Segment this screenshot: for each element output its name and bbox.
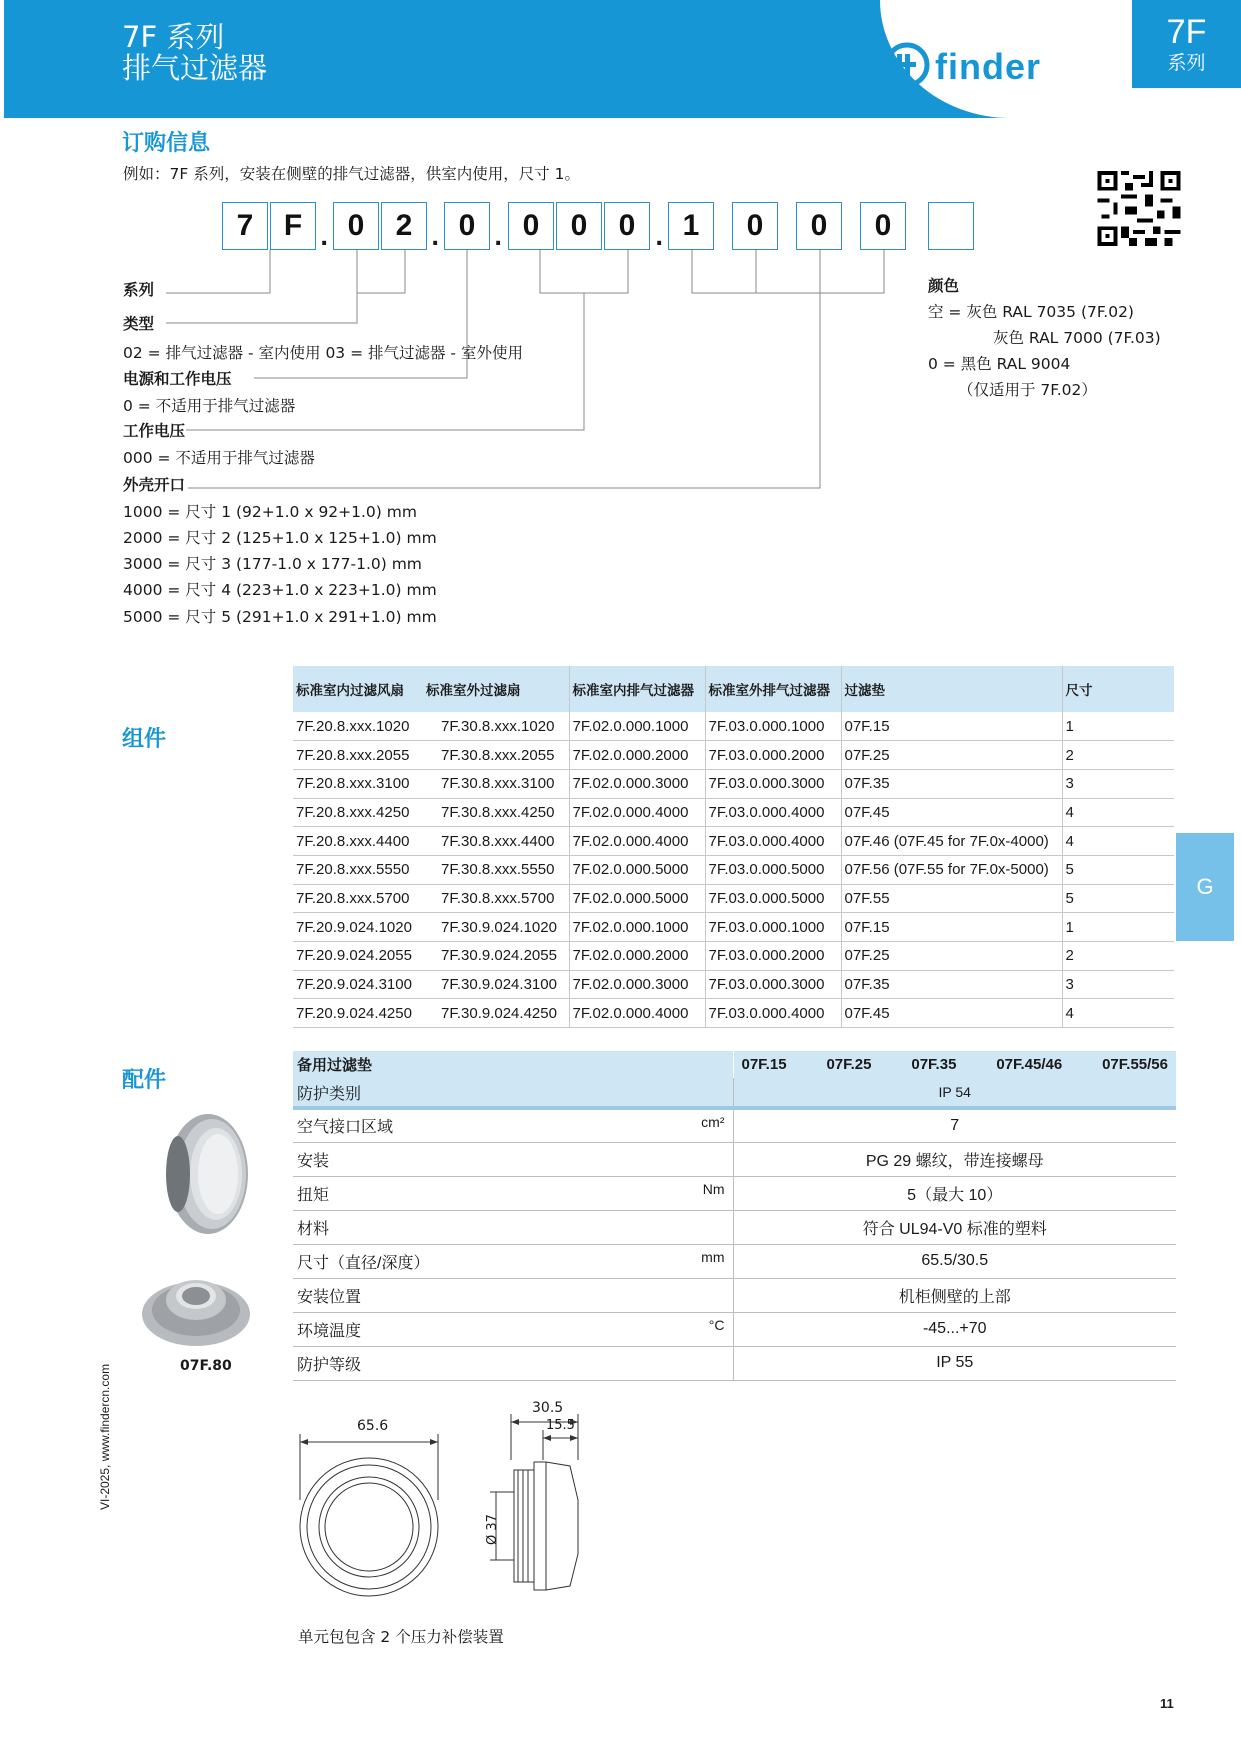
- type-description: 02 = 排气过滤器 - 室内使用 03 = 排气过滤器 - 室外使用: [123, 344, 523, 362]
- dim-depth: 30.5: [532, 1400, 564, 1416]
- series-label: 系列: [123, 281, 155, 299]
- footer-side-text: VI-2025, www.findercn.com: [98, 1363, 112, 1510]
- code-digit-5: 0: [444, 202, 490, 250]
- ordering-title: 订购信息: [122, 131, 211, 156]
- dim-thread: 15.5: [546, 1418, 575, 1433]
- table-cell: 07F.25: [841, 942, 1062, 971]
- components-header-cell: 尺寸: [1062, 666, 1174, 712]
- table-row: [293, 999, 1174, 1028]
- table-cell: 7F.20.8.xxx.4250: [293, 798, 423, 827]
- table-cell: 7F.02.0.000.5000: [569, 855, 705, 884]
- section-tab-g[interactable]: G: [1176, 833, 1234, 941]
- spec-value: 5（最大 10）: [733, 1176, 1176, 1210]
- table-cell: 3: [1062, 769, 1174, 798]
- spec-label-cell: [293, 1312, 733, 1346]
- spec-value: 机柜侧壁的上部: [733, 1278, 1176, 1312]
- code-digit-9: 1: [668, 202, 714, 250]
- table-cell: 2: [1062, 741, 1174, 770]
- table-cell: 7F.03.0.000.5000: [705, 855, 841, 884]
- table-cell: 5: [1062, 855, 1174, 884]
- voltage-label: 工作电压: [123, 422, 186, 440]
- spec-row: [293, 1142, 1176, 1176]
- table-cell: 7F.20.9.024.2055: [293, 942, 423, 971]
- code-digit-7: 0: [556, 202, 602, 250]
- spare-filter-code: 07F.35: [911, 1056, 957, 1073]
- protection-class-label: 防护类别: [293, 1078, 733, 1108]
- table-cell: 1: [1062, 913, 1174, 942]
- spec-row: [293, 1108, 1176, 1142]
- table-cell: 7F.20.9.024.3100: [293, 970, 423, 999]
- table-cell: 7F.30.8.xxx.2055: [423, 741, 569, 770]
- opening-label: 外壳开口: [123, 476, 186, 494]
- table-cell: 7F.02.0.000.1000: [569, 712, 705, 741]
- code-separator-1: .: [320, 226, 329, 251]
- table-cell: 7F.30.8.xxx.4250: [423, 798, 569, 827]
- accessories-title: 配件: [122, 1068, 167, 1093]
- code-digit-2: F: [270, 202, 316, 250]
- table-cell: 7F.03.0.000.1000: [705, 712, 841, 741]
- supply-label: 电源和工作电压: [123, 370, 232, 388]
- spec-row: [293, 1346, 1176, 1380]
- table-cell: 7F.20.9.024.4250: [293, 999, 423, 1028]
- table-cell: 7F.20.8.xxx.3100: [293, 769, 423, 798]
- table-cell: 3: [1062, 970, 1174, 999]
- table-cell: 7F.03.0.000.3000: [705, 769, 841, 798]
- table-cell: 7F.03.0.000.3000: [705, 970, 841, 999]
- title-line-2: 排气过滤器: [122, 51, 268, 85]
- spec-unit: °C: [708, 1316, 725, 1333]
- spec-value: 65.5/30.5: [733, 1244, 1176, 1278]
- table-cell: 7F.02.0.000.4000: [569, 798, 705, 827]
- spec-value: IP 55: [733, 1346, 1176, 1380]
- table-row: [293, 913, 1174, 942]
- opening-option-3: 3000 = 尺寸 3 (177-1.0 x 177-1.0) mm: [123, 555, 422, 573]
- code-digit-color: [928, 202, 974, 250]
- series-tab-code: 7F: [1166, 13, 1207, 51]
- color-option-3: 0 = 黑色 RAL 9004: [928, 355, 1071, 373]
- table-cell: 07F.45: [841, 999, 1062, 1028]
- spec-value: 符合 UL94-V0 标准的塑料: [733, 1210, 1176, 1244]
- components-header-cell: 标准室外排气过滤器: [705, 666, 841, 712]
- opening-option-4: 4000 = 尺寸 4 (223+1.0 x 223+1.0) mm: [123, 581, 437, 599]
- table-cell: 7F.20.8.xxx.1020: [293, 712, 423, 741]
- product-code-label: 07F.80: [180, 1358, 232, 1374]
- table-cell: 4: [1062, 827, 1174, 856]
- spec-row: [293, 1176, 1176, 1210]
- opening-option-2: 2000 = 尺寸 2 (125+1.0 x 125+1.0) mm: [123, 529, 437, 547]
- table-row: [293, 942, 1174, 971]
- table-cell: 1: [1062, 712, 1174, 741]
- code-digit-11: 0: [796, 202, 842, 250]
- table-row: [293, 712, 1174, 741]
- ordering-example: 例如：7F 系列，安装在侧壁的排气过滤器，供室内使用，尺寸 1。: [123, 165, 580, 183]
- opening-option-5: 5000 = 尺寸 5 (291+1.0 x 291+1.0) mm: [123, 608, 437, 626]
- spec-value: 7: [733, 1108, 1176, 1142]
- components-header-cell: 标准室内过滤风扇: [293, 666, 423, 712]
- spec-label: 环境温度: [297, 1322, 362, 1340]
- spare-filter-codes: [733, 1051, 1176, 1078]
- code-digit-10: 0: [732, 202, 778, 250]
- table-cell: 7F.02.0.000.4000: [569, 827, 705, 856]
- table-cell: 4: [1062, 999, 1174, 1028]
- table-cell: 7F.30.8.xxx.4400: [423, 827, 569, 856]
- dim-diameter: Ø 37: [485, 1514, 500, 1545]
- table-cell: 07F.45: [841, 798, 1062, 827]
- spec-unit: Nm: [702, 1180, 725, 1197]
- spec-row: [293, 1278, 1176, 1312]
- table-row: [293, 769, 1174, 798]
- table-row: [293, 741, 1174, 770]
- spec-label: 空气接口区域: [297, 1119, 394, 1137]
- supply-description: 0 = 不适用于排气过滤器: [123, 397, 296, 415]
- spec-row: [293, 1244, 1176, 1278]
- spec-label: 材料: [297, 1220, 330, 1238]
- table-cell: 07F.15: [841, 913, 1062, 942]
- table-cell: 07F.35: [841, 769, 1062, 798]
- spec-label: 安装位置: [297, 1288, 362, 1306]
- protection-class-value: IP 54: [733, 1078, 1176, 1108]
- spec-row: [293, 1210, 1176, 1244]
- spec-label: 扭矩: [297, 1186, 330, 1204]
- color-option-1: 空 = 灰色 RAL 7035 (7F.02): [928, 303, 1134, 321]
- code-digit-3: 0: [333, 202, 379, 250]
- components-header-row: [293, 666, 1174, 712]
- spare-filter-label: 备用过滤垫: [293, 1051, 733, 1078]
- table-cell: 7F.03.0.000.4000: [705, 999, 841, 1028]
- title-line-1: 7F 系列: [122, 20, 225, 54]
- accessories-table: [293, 1051, 1176, 1381]
- table-row: [293, 798, 1174, 827]
- table-cell: 7F.02.0.000.5000: [569, 884, 705, 913]
- spec-unit: cm²: [701, 1114, 725, 1130]
- page-number: 11: [1160, 1696, 1174, 1711]
- table-cell: 7F.02.0.000.2000: [569, 942, 705, 971]
- spec-label-cell: [293, 1142, 733, 1176]
- spec-label-cell: [293, 1244, 733, 1278]
- voltage-description: 000 = 不适用于排气过滤器: [123, 449, 315, 467]
- exhaust-filter-front-image: [150, 1110, 250, 1238]
- spec-label-cell: [293, 1176, 733, 1210]
- dimension-drawing: [290, 1400, 610, 1620]
- table-cell: 7F.02.0.000.3000: [569, 970, 705, 999]
- spec-row: [293, 1312, 1176, 1346]
- spare-filter-code: 07F.25: [826, 1056, 872, 1073]
- table-cell: 7F.03.0.000.4000: [705, 827, 841, 856]
- spare-filter-code: 07F.55/56: [1102, 1056, 1168, 1073]
- table-cell: 7F.03.0.000.4000: [705, 798, 841, 827]
- code-digit-6: 0: [508, 202, 554, 250]
- table-cell: 7F.03.0.000.2000: [705, 741, 841, 770]
- components-title: 组件: [122, 727, 167, 752]
- spec-label-cell: [293, 1346, 733, 1380]
- table-cell: 7F.20.9.024.1020: [293, 913, 423, 942]
- components-header-cell: 标准室内排气过滤器: [569, 666, 705, 712]
- table-cell: 7F.30.8.xxx.5700: [423, 884, 569, 913]
- table-cell: 7F.03.0.000.1000: [705, 913, 841, 942]
- qr-code-icon: [1097, 171, 1181, 246]
- table-row: [293, 855, 1174, 884]
- color-label: 颜色: [928, 277, 960, 295]
- spec-label: 安装: [297, 1152, 330, 1170]
- code-separator-3: .: [494, 226, 503, 251]
- type-label: 类型: [123, 315, 155, 333]
- code-digit-4: 2: [381, 202, 427, 250]
- table-cell: 7F.30.9.024.3100: [423, 970, 569, 999]
- spec-label-cell: [293, 1210, 733, 1244]
- color-option-note: （仅适用于 7F.02）: [958, 381, 1097, 399]
- table-row: [293, 827, 1174, 856]
- accessories-head-row: [293, 1051, 1176, 1078]
- spec-value: PG 29 螺纹，带连接螺母: [733, 1142, 1176, 1176]
- protection-class-row: [293, 1078, 1176, 1108]
- spec-unit: mm: [701, 1248, 725, 1265]
- table-cell: 4: [1062, 798, 1174, 827]
- table-cell: 07F.56 (07F.55 for 7F.0x-5000): [841, 855, 1062, 884]
- table-cell: 7F.02.0.000.4000: [569, 999, 705, 1028]
- table-row: [293, 970, 1174, 999]
- table-cell: 7F.02.0.000.1000: [569, 913, 705, 942]
- table-cell: 7F.20.8.xxx.5700: [293, 884, 423, 913]
- table-cell: 7F.02.0.000.3000: [569, 769, 705, 798]
- components-table: [293, 666, 1174, 1028]
- table-cell: 5: [1062, 884, 1174, 913]
- table-cell: 7F.30.9.024.4250: [423, 999, 569, 1028]
- spare-filter-code: 07F.45/46: [996, 1056, 1063, 1073]
- table-cell: 07F.25: [841, 741, 1062, 770]
- color-option-2: 灰色 RAL 7000 (7F.03): [993, 329, 1161, 347]
- table-cell: 07F.35: [841, 970, 1062, 999]
- table-cell: 7F.02.0.000.2000: [569, 741, 705, 770]
- spec-label: 防护等级: [297, 1356, 362, 1374]
- code-digit-1: 7: [222, 202, 268, 250]
- table-cell: 7F.03.0.000.2000: [705, 942, 841, 971]
- table-cell: 07F.55: [841, 884, 1062, 913]
- code-separator-2: .: [431, 226, 440, 251]
- code-digit-12: 0: [860, 202, 906, 250]
- spec-value: -45...+70: [733, 1312, 1176, 1346]
- components-header-cell: 标准室外过滤扇: [423, 666, 569, 712]
- table-cell: 7F.30.8.xxx.5550: [423, 855, 569, 884]
- table-cell: 7F.30.8.xxx.1020: [423, 712, 569, 741]
- table-cell: 7F.20.8.xxx.2055: [293, 741, 423, 770]
- table-cell: 7F.30.8.xxx.3100: [423, 769, 569, 798]
- table-cell: 7F.20.8.xxx.5550: [293, 855, 423, 884]
- table-cell: 2: [1062, 942, 1174, 971]
- spare-filter-code: 07F.15: [741, 1056, 787, 1073]
- series-tab: [1132, 0, 1241, 88]
- code-separator-4: .: [655, 226, 664, 251]
- spec-label-cell: [293, 1108, 733, 1142]
- table-cell: 07F.15: [841, 712, 1062, 741]
- opening-option-1: 1000 = 尺寸 1 (92+1.0 x 92+1.0) mm: [123, 503, 417, 521]
- series-tab-label: 系列: [1167, 52, 1206, 74]
- dim-width: 65.6: [357, 1418, 389, 1434]
- code-digit-8: 0: [604, 202, 650, 250]
- package-note: 单元包包含 2 个压力补偿装置: [298, 1628, 504, 1646]
- table-row: [293, 884, 1174, 913]
- spec-label-cell: [293, 1278, 733, 1312]
- spec-label: 尺寸（直径/深度）: [297, 1254, 430, 1272]
- exhaust-filter-rear-image: [140, 1262, 252, 1352]
- table-cell: 07F.46 (07F.45 for 7F.0x-4000): [841, 827, 1062, 856]
- logo-text: finder: [935, 46, 1042, 87]
- table-cell: 7F.03.0.000.5000: [705, 884, 841, 913]
- page-title: [122, 22, 267, 84]
- table-cell: 7F.20.8.xxx.4400: [293, 827, 423, 856]
- table-cell: 7F.30.9.024.2055: [423, 942, 569, 971]
- table-cell: 7F.30.9.024.1020: [423, 913, 569, 942]
- components-header-cell: 过滤垫: [841, 666, 1062, 712]
